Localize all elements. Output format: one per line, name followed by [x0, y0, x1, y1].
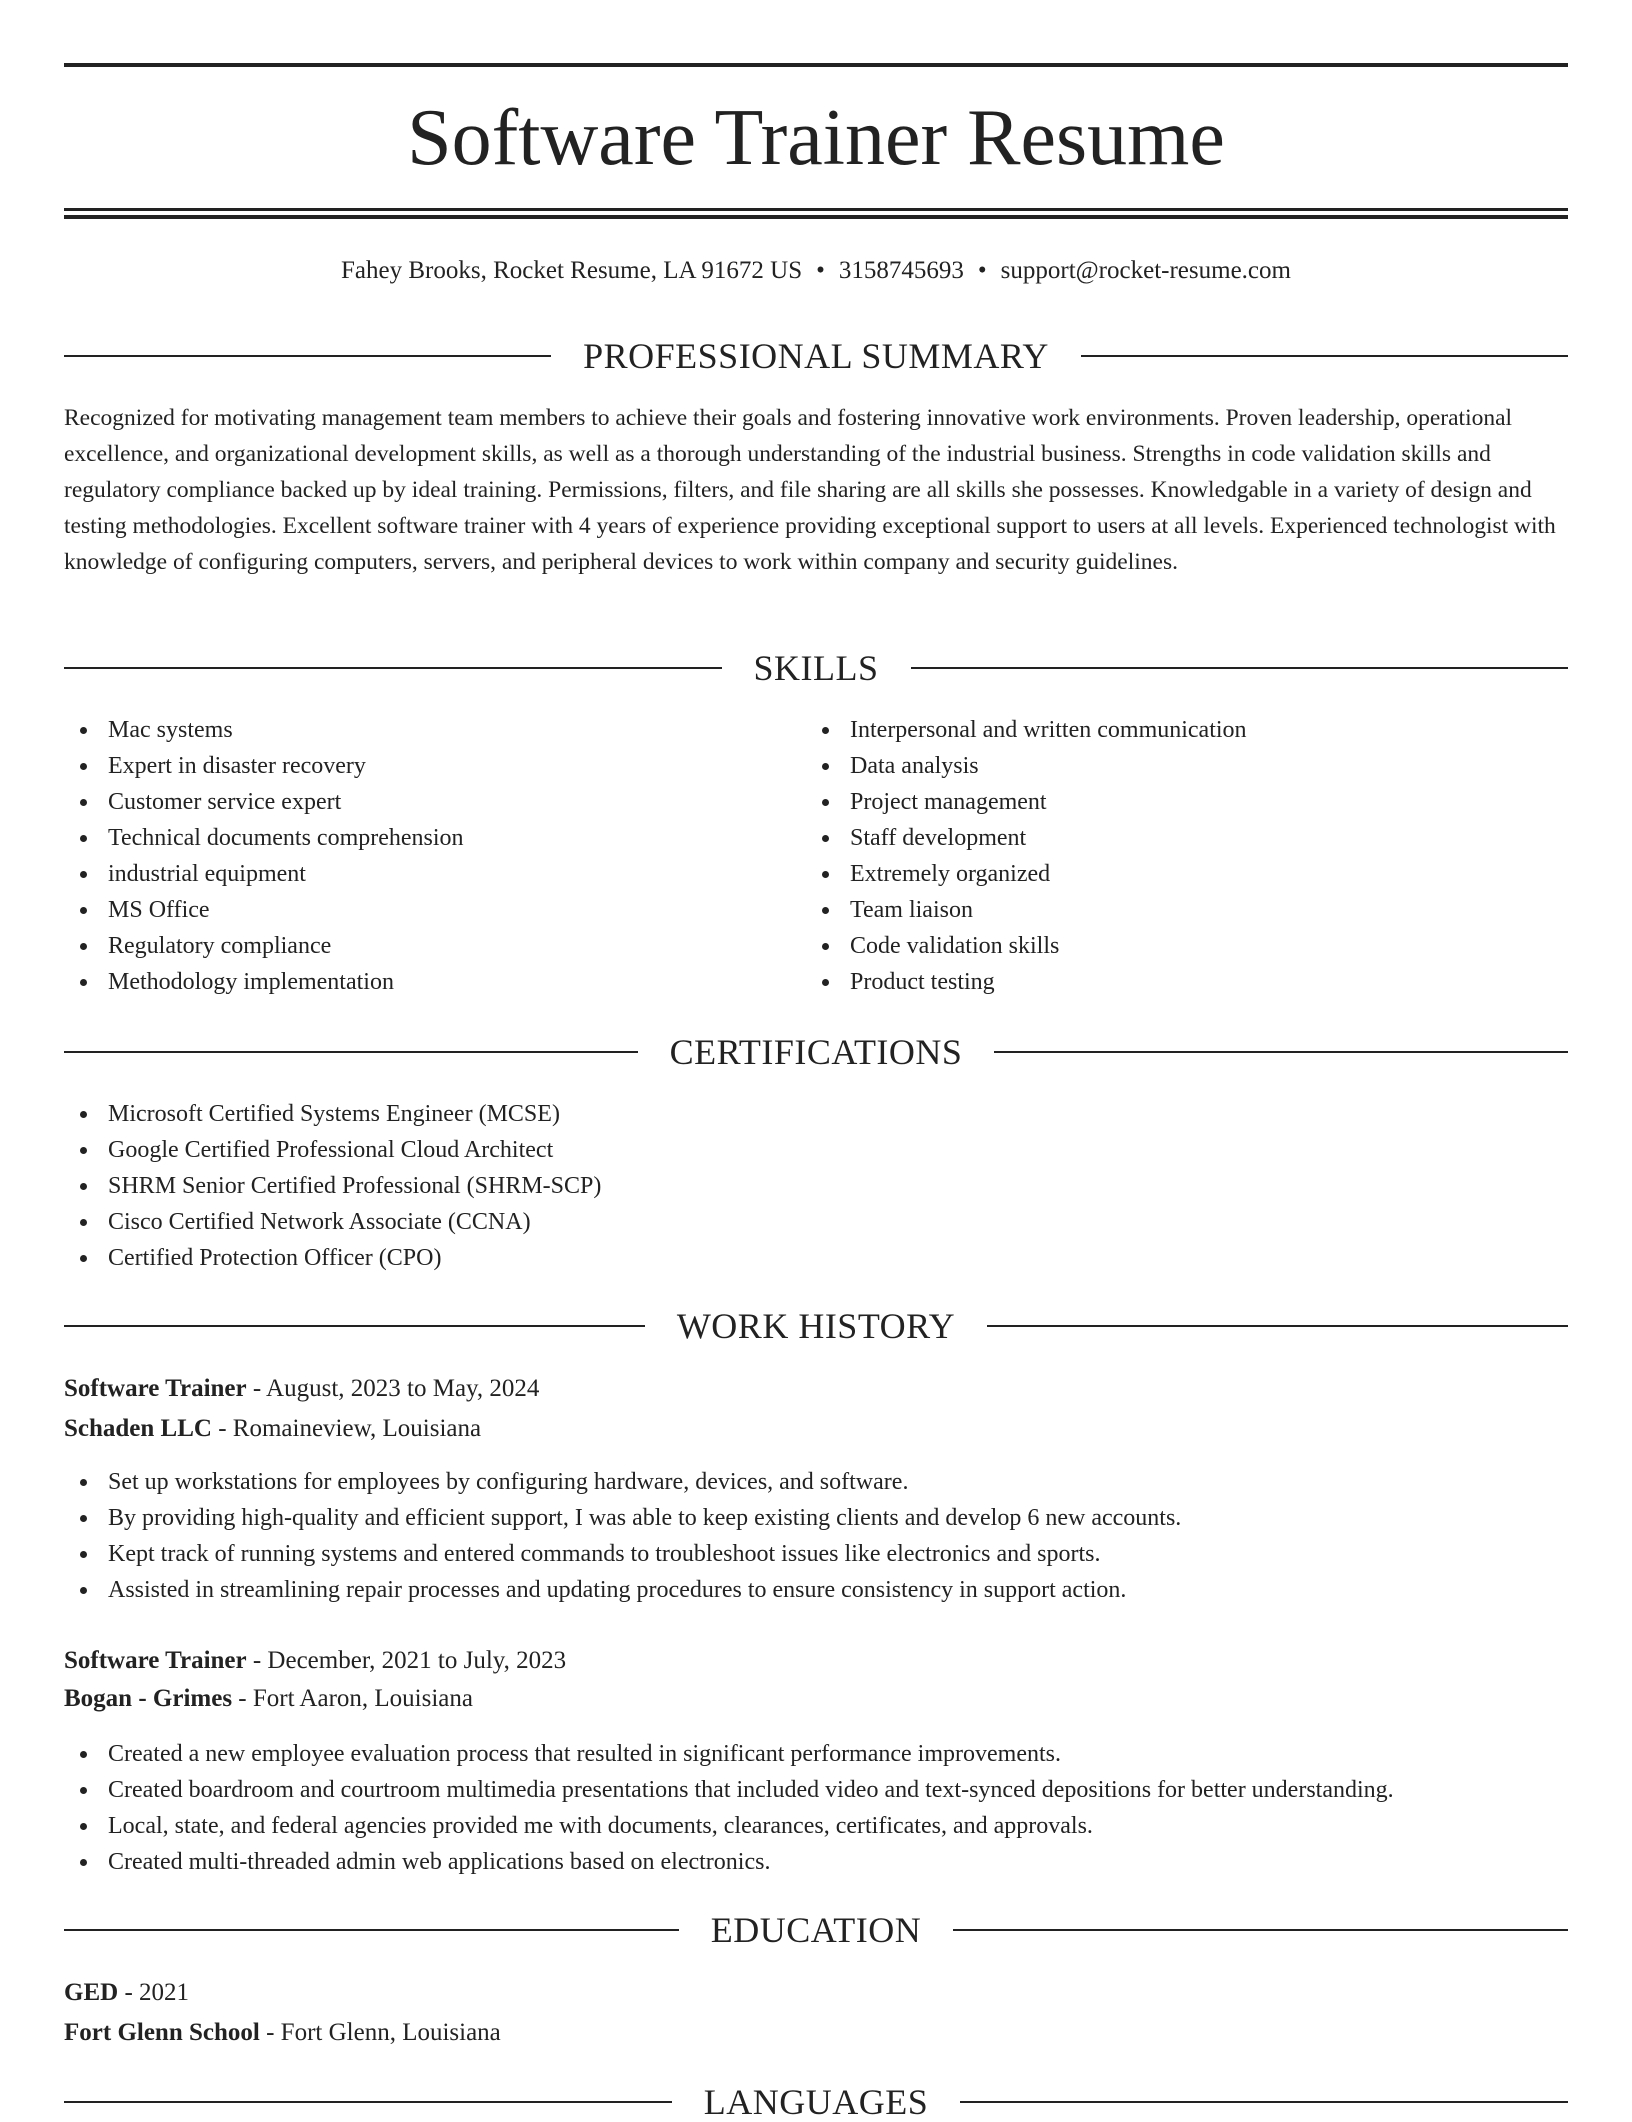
education-degree: GED	[64, 1979, 119, 2006]
heading-rule	[994, 1051, 1568, 1053]
job-company-line	[64, 1411, 481, 1447]
contact-phone: 3158745693	[838, 257, 964, 284]
job-location: - Romaineview, Louisiana	[211, 1415, 482, 1442]
job-company: Bogan - Grimes	[64, 1685, 233, 1712]
job-bullets	[64, 1464, 1568, 1608]
job-company: Schaden LLC	[64, 1415, 212, 1442]
job-dates: - December, 2021 to July, 2023	[246, 1647, 567, 1674]
education-school-line	[64, 2015, 501, 2051]
certification-item: Certified Protection Officer (CPO)	[64, 1240, 1568, 1276]
skill-item: Methodology implementation	[64, 964, 804, 1000]
contact-line	[64, 255, 1568, 287]
heading-rule	[64, 2101, 672, 2103]
work-history-heading-label: WORK HISTORY	[676, 1306, 956, 1346]
job-bullet: Local, state, and federal agencies provided me with documents, clearances, certificates, and approvals.	[64, 1808, 1568, 1844]
job-title-line	[64, 1371, 539, 1407]
languages-heading	[64, 2082, 1568, 2122]
education-heading	[64, 1910, 1568, 1950]
contact-separator: •	[977, 257, 987, 284]
skill-item: Mac systems	[64, 712, 804, 748]
skill-item: Regulatory compliance	[64, 928, 804, 964]
skills-list-right	[806, 712, 1568, 1000]
skill-item: Product testing	[806, 964, 1568, 1000]
skills-heading-label: SKILLS	[753, 648, 879, 688]
contact-address: Fahey Brooks, Rocket Resume, LA 91672 US	[341, 257, 803, 284]
summary-heading-label: PROFESSIONAL SUMMARY	[583, 336, 1049, 376]
summary-text: Recognized for motivating management team members to achieve their goals and fostering innovative work environments. Proven leadership, operational excellence, and organizational development skills, as well as a thorough understanding of the industrial business. Strengths in code validation skills and regulatory compliance backed up by ideal training. Permissions, filters, and file sharing are all skills she possesses. Knowledgable in a variety of design and testing methodologies. Excellent software trainer with 4 years of experience providing exceptional support to users at all levels. Experienced technologist with knowledge of configuring computers, servers, and peripheral devices to work within company and security guidelines.	[64, 405, 1556, 575]
top-rule	[64, 63, 1568, 67]
skill-item: industrial equipment	[64, 856, 804, 892]
skill-item: Data analysis	[806, 748, 1568, 784]
certifications-heading	[64, 1032, 1568, 1072]
skill-item: Technical documents comprehension	[64, 820, 804, 856]
job-dates: - August, 2023 to May, 2024	[246, 1375, 540, 1402]
certification-item: Cisco Certified Network Associate (CCNA)	[64, 1204, 1568, 1240]
heading-rule	[64, 1325, 645, 1327]
job-bullet: Created boardroom and courtroom multimedia presentations that included video and text-synced depositions for better understanding.	[64, 1772, 1568, 1808]
education-heading-label: EDUCATION	[710, 1910, 922, 1950]
skill-item: Project management	[806, 784, 1568, 820]
heading-rule	[987, 1325, 1568, 1327]
job-company-line	[64, 1681, 473, 1717]
job-bullets	[64, 1736, 1568, 1880]
summary-heading	[64, 336, 1568, 376]
heading-rule	[64, 1929, 679, 1931]
job-bullet: Set up workstations for employees by configuring hardware, devices, and software.	[64, 1464, 1568, 1500]
certification-item: Microsoft Certified Systems Engineer (MCSE)	[64, 1096, 1568, 1132]
contact-email: support@rocket-resume.com	[1000, 257, 1291, 284]
heading-rule	[911, 667, 1569, 669]
heading-rule	[1081, 355, 1568, 357]
job-bullet: Kept track of running systems and entered commands to troubleshoot issues like electronics and sports.	[64, 1536, 1568, 1572]
heading-rule	[64, 1051, 638, 1053]
skill-item: Code validation skills	[806, 928, 1568, 964]
title-rule-lower	[64, 215, 1568, 219]
skill-item: Team liaison	[806, 892, 1568, 928]
skills-list-left	[64, 712, 804, 1000]
work-history-heading	[64, 1306, 1568, 1346]
certification-item: SHRM Senior Certified Professional (SHRM-SCP)	[64, 1168, 1568, 1204]
skill-item: Interpersonal and written communication	[806, 712, 1568, 748]
job-bullet: Created multi-threaded admin web applications based on electronics.	[64, 1844, 1568, 1880]
skills-heading	[64, 648, 1568, 688]
page-title: Software Trainer Resume	[407, 94, 1225, 182]
job-title: Software Trainer	[64, 1647, 247, 1674]
education-year: - 2021	[118, 1979, 190, 2006]
heading-rule	[64, 667, 722, 669]
job-location: - Fort Aaron, Louisiana	[232, 1685, 473, 1712]
job-bullet: By providing high-quality and efficient support, I was able to keep existing clients and develop 6 new accounts.	[64, 1500, 1568, 1536]
job-bullet: Created a new employee evaluation process that resulted in significant performance improvements.	[64, 1736, 1568, 1772]
education-location: - Fort Glenn, Louisiana	[259, 2019, 501, 2046]
contact-separator: •	[816, 257, 825, 284]
job-bullet: Assisted in streamlining repair processes and updating procedures to ensure consistency in support action.	[64, 1572, 1568, 1608]
education-degree-line	[64, 1975, 189, 2011]
heading-rule	[953, 1929, 1568, 1931]
skill-item: Extremely organized	[806, 856, 1568, 892]
certification-item: Google Certified Professional Cloud Architect	[64, 1132, 1568, 1168]
certifications-list	[64, 1096, 1568, 1276]
job-title: Software Trainer	[64, 1375, 247, 1402]
job-title-line	[64, 1643, 566, 1679]
skill-item: Staff development	[806, 820, 1568, 856]
heading-rule	[64, 355, 551, 357]
skill-item: MS Office	[64, 892, 804, 928]
title-rule-upper	[64, 208, 1568, 211]
skill-item: Expert in disaster recovery	[64, 748, 804, 784]
skill-item: Customer service expert	[64, 784, 804, 820]
heading-rule	[960, 2101, 1568, 2103]
certifications-heading-label: CERTIFICATIONS	[669, 1032, 963, 1072]
education-school: Fort Glenn School	[64, 2019, 260, 2046]
languages-heading-label: LANGUAGES	[703, 2082, 929, 2122]
